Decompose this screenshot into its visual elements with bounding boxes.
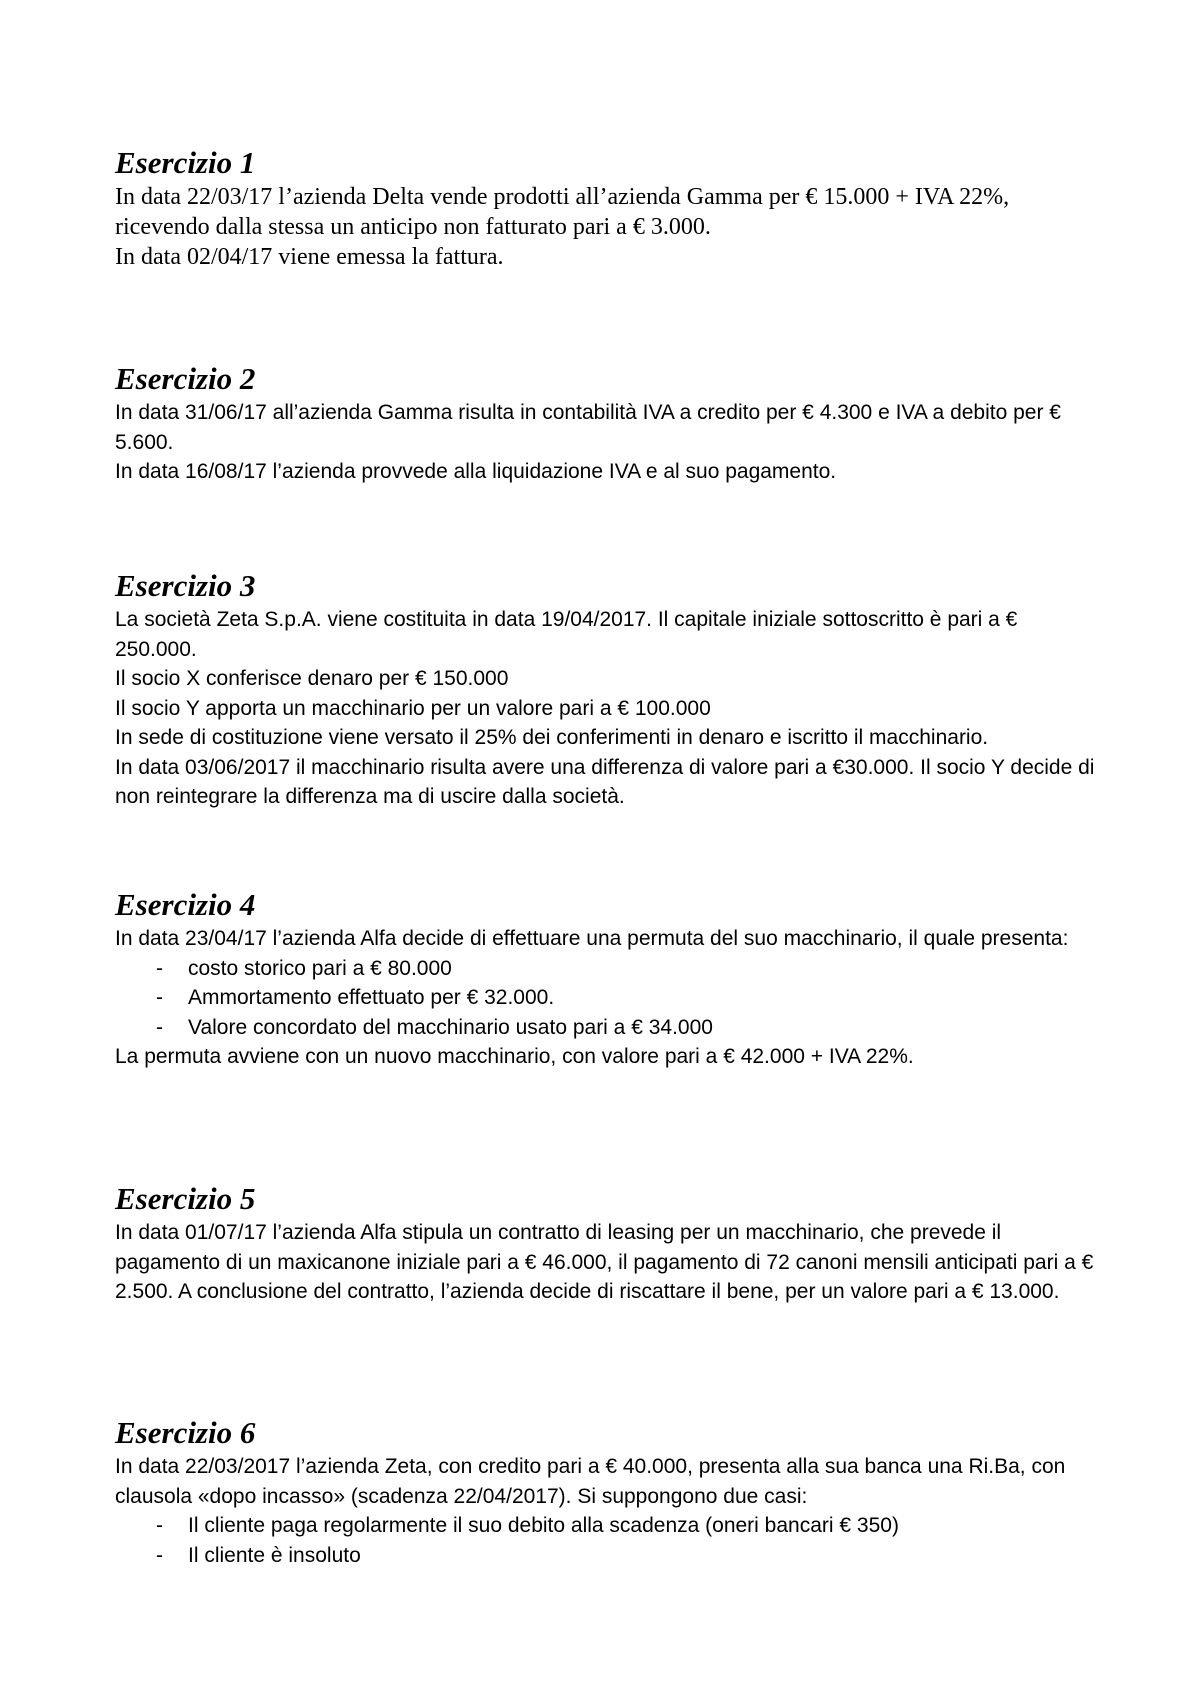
exercise-1: [115, 144, 1100, 272]
list-item: - Il cliente paga regolarmente il suo debito alla scadenza (oneri bancari € 350): [115, 1511, 1100, 1541]
exercise-1-title: Esercizio 1: [115, 145, 256, 180]
exercise-4-outro: La permuta avviene con un nuovo macchinario, con valore pari a € 42.000 + IVA 22%.: [115, 1045, 914, 1068]
exercise-2-title: Esercizio 2: [115, 361, 256, 396]
exercise-3-paragraph: La società Zeta S.p.A. viene costituita in data 19/04/2017. Il capitale iniziale sottoscritto è pari a € 250.000.: [115, 608, 1018, 661]
exercise-4-list: [115, 954, 1100, 1043]
exercise-5-paragraph: In data 01/07/17 l’azienda Alfa stipula un contratto di leasing per un macchinario, che prevede il pagamento di un maxicanone iniziale pari a € 46.000, il pagamento di 72 canoni mensili anticipati pari a € 2.500. A conclusione del contratto, l’azienda decide di riscattare il bene, per un valore pari a € 13.000.: [115, 1221, 1094, 1303]
exercise-2-paragraph: In data 16/08/17 l’azienda provvede alla liquidazione IVA e al suo pagamento.: [115, 460, 837, 483]
exercise-3: [115, 567, 1100, 812]
exercise-3-paragraph: Il socio Y apporta un macchinario per un valore pari a € 100.000: [115, 696, 711, 720]
exercise-6-list: [115, 1511, 1100, 1570]
exercise-6-intro: In data 22/03/2017 l’azienda Zeta, con credito pari a € 40.000, presenta alla sua banca una Ri.Ba, con clausola «dopo incasso» (scadenza 22/04/2017). Si suppongono due casi:: [115, 1455, 1066, 1508]
exercise-3-paragraph: In sede di costituzione viene versato il 25% dei conferimenti in denaro e iscritto il macchinario.: [115, 726, 989, 749]
exercise-4-title: Esercizio 4: [115, 887, 256, 922]
exercise-3-paragraph: In data 03/06/2017 il macchinario risulta avere una differenza di valore pari a €30.000. Il socio Y decide di non reintegrare la differenza ma di uscire dalla società.: [115, 755, 1095, 808]
exercise-2: [115, 360, 1100, 487]
exercise-5: [115, 1180, 1100, 1307]
list-item: - Il cliente è insoluto: [115, 1541, 1100, 1571]
exercise-6: [115, 1414, 1100, 1570]
exercise-1-paragraph: In data 02/04/17 viene emessa la fattura.: [115, 244, 504, 270]
list-item: - Ammortamento effettuato per € 32.000.: [115, 983, 1100, 1013]
list-item: - Valore concordato del macchinario usato pari a € 34.000: [115, 1013, 1100, 1043]
exercise-4-intro: In data 23/04/17 l’azienda Alfa decide di effettuare una permuta del suo macchinario, il quale presenta:: [115, 927, 1069, 950]
list-item: - costo storico pari a € 80.000: [115, 954, 1100, 984]
exercise-2-paragraph: In data 31/06/17 all’azienda Gamma risulta in contabilità IVA a credito per € 4.300 e IVA a debito per € 5.600.: [115, 401, 1061, 454]
exercise-6-title: Esercizio 6: [115, 1415, 256, 1450]
exercise-5-title: Esercizio 5: [115, 1181, 256, 1216]
exercise-3-title: Esercizio 3: [115, 568, 256, 603]
exercise-1-paragraph: In data 22/03/17 l’azienda Delta vende prodotti all’azienda Gamma per € 15.000 + IVA 22%, ricevendo dalla stessa un anticipo non fatturato pari a € 3.000.: [115, 184, 1010, 240]
exercise-4: [115, 886, 1100, 1072]
exercise-3-paragraph: Il socio X conferisce denaro per € 150.000: [115, 667, 509, 690]
